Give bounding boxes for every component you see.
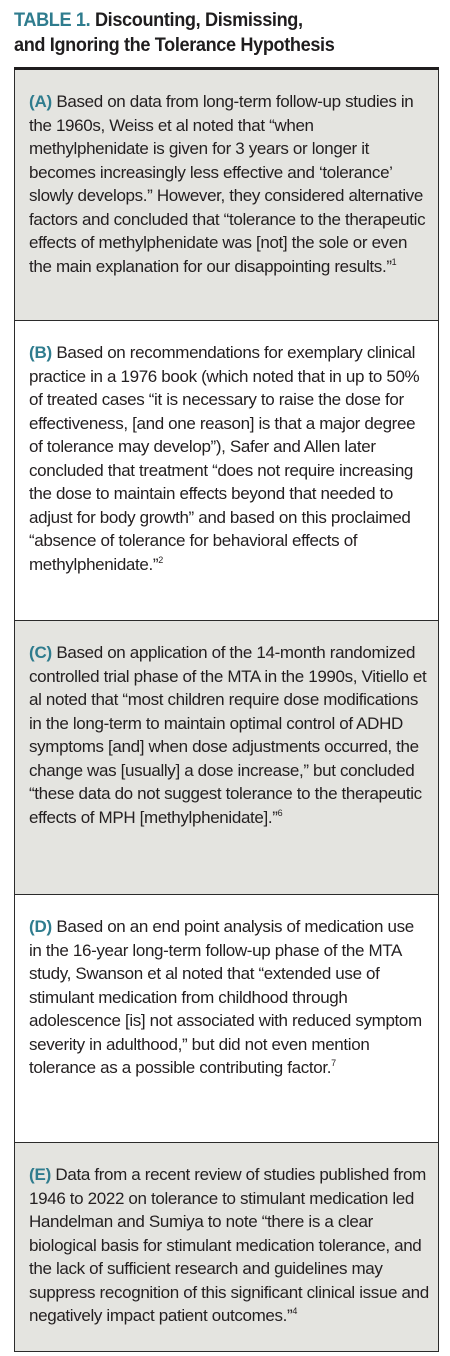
table-title-line2: and Ignoring the Tolerance Hypothesis [14,34,335,56]
row-letter: (B) [29,343,52,362]
table-label: TABLE 1. [14,9,91,31]
row-letter: (D) [29,917,52,936]
reference-marker: 2 [158,554,163,565]
reference-marker: 4 [292,1306,297,1316]
row-letter: (C) [29,643,52,662]
row-text: Based on recommendations for exemplary clinical practice in a 1976 book (which noted that in up to 50% of treated cases “it is necessary to raise the dose for effectiveness, [and one reason] is that a major degree of tolerance may develop”), Safer and Allen later concluded that treatment “does not require increasing the dose to maintain effects beyond that needed to adjust for body growth” and based on this proclaimed “absence of tolerance for behavioral effects of methylphenidate.” [29,343,420,574]
reference-marker: 1 [391,256,397,267]
row-text: Data from a recent review of studies published from 1946 to 2022 on tolerance to stimulant medication led Handelman and Sumiya to note “there is a clear biological basis for stimulant medication tolerance, and the lack of sufficient research and guidelines may suppress recognition of this significant clinical issue and negatively impact patient outcomes.” [29,1165,429,1325]
table-title-line1: Discounting, Dismissing, [90,9,303,31]
row-letter: (A) [29,92,52,111]
table-row-b [15,320,438,620]
row-text: Based on an end point analysis of medication use in the 16-year long-term follow-up phase of the MTA study, Swanson et al noted that “extended use of stimulant medication from childhood through adolescence [is] not associated with reduced symptom severity in adulthood,” but did not even mention tolerance as a possible contributing factor. [29,917,422,1077]
row-text: Based on data from long-term follow-up studies in the 1960s, Weiss et al noted that “when methylphenidate is given for 3 years or longer it becomes increasingly less effective and ‘tolerance’ slowly develops.” However, they considered alternative factors and concluded that “tolerance to the therapeutic effects of methylphenidate was [not] the sole or even the main explanation for our disappointing results.” [29,92,426,276]
row-letter: (E) [29,1165,52,1184]
reference-marker: 6 [277,807,283,818]
table-row-a [15,70,438,320]
table-title [14,8,405,58]
row-text: Based on application of the 14-month randomized controlled trial phase of the MTA in the 1990s, Vitiello et al noted that “most children require dose modifications in the long-term to maintain optimal control of ADHD symptoms [and] when dose adjustments occurred, the change was [usually] a dose increase,” but concluded “these data do not suggest tolerance to the therapeutic effects of MPH [methylphenidate].” [29,643,427,827]
table-row-d [15,894,438,1142]
table-row-c [15,620,438,894]
table-body [14,70,439,1352]
reference-marker: 7 [331,1058,336,1068]
table-row-e [15,1142,438,1351]
